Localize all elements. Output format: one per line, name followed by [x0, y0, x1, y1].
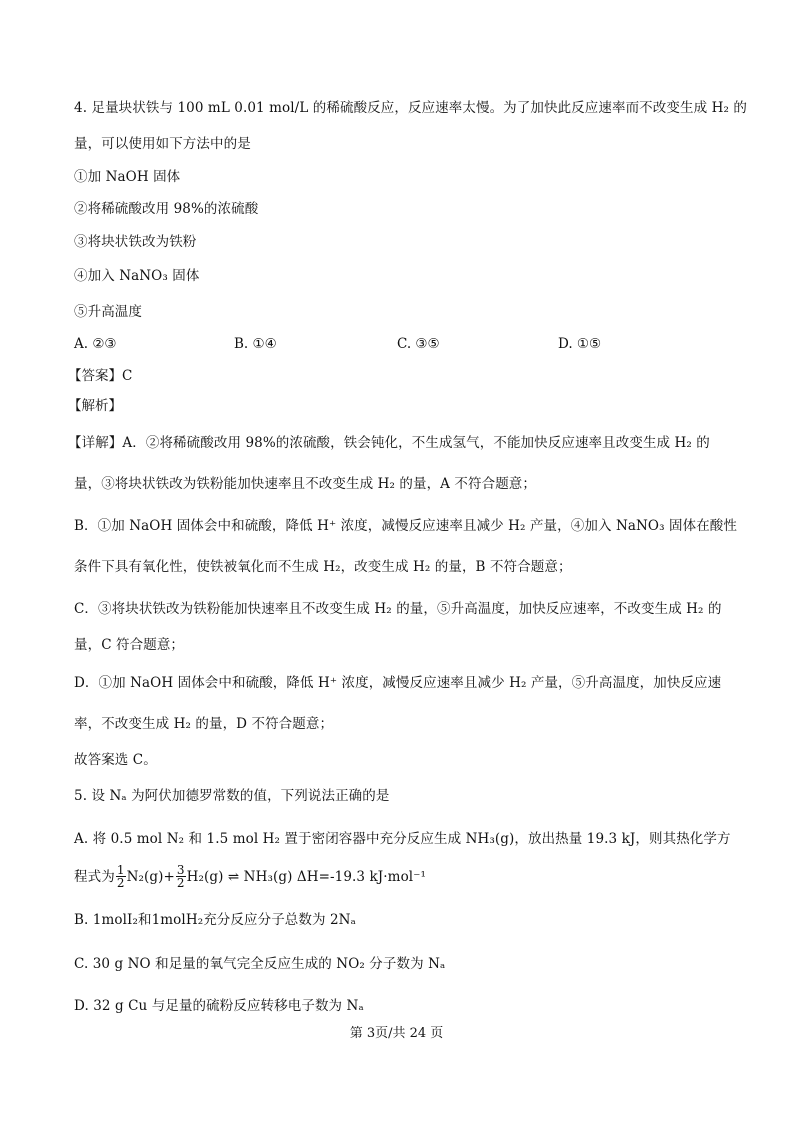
analysis-tag: 【解析】	[68, 398, 122, 414]
q4-item-3: ③将块状铁改为铁粉	[74, 234, 197, 250]
q5-option-b: B. 1molI₂和1molH₂充分反应分子总数为 2Nₐ	[74, 912, 356, 928]
equation-n2-term: N₂(g)+	[126, 868, 175, 885]
detail-conclusion: 故答案选 C。	[74, 752, 157, 768]
detail-b-line1: B．①加 NaOH 固体会中和硫酸，降低 H⁺ 浓度，减慢反应速率且减少 H₂ 产量，④加入 NaNO₃ 固体在酸性	[74, 518, 737, 534]
detail-a-line1: 【详解】A．②将稀硫酸改用 98%的浓硫酸，铁会钝化，不生成氢气，不能加快反应速率且改变生成 H₂ 的	[68, 435, 710, 451]
answer-tag: 【答案】C	[68, 368, 133, 384]
q5-option-a-line1: A. 将 0.5 mol N₂ 和 1.5 mol H₂ 置于密闭容器中充分反应生成 NH₃(g)，放出热量 19.3 kJ，则其热化学方	[74, 831, 731, 847]
q5-option-c: C. 30 g NO 和足量的氧气完全反应生成的 NO₂ 分子数为 Nₐ	[74, 956, 446, 972]
fraction-numerator: 1	[116, 863, 125, 877]
fraction-numerator: 3	[176, 863, 185, 877]
q5-option-a-equation	[74, 862, 724, 891]
page-footer: 第 3页/共 24 页	[349, 1026, 444, 1041]
equation-rest: H₂(g) ⇌ NH₃(g) ΔH=-19.3 kJ·mol⁻¹	[186, 868, 426, 885]
detail-d-line2: 率，不改变生成 H₂ 的量，D 不符合题意；	[74, 716, 334, 732]
q4-option-d: D. ①⑤	[558, 336, 602, 352]
q5-option-d: D. 32 g Cu 与足量的硫粉反应转移电子数为 Nₐ	[74, 998, 364, 1014]
q5-stem: 5. 设 Nₐ 为阿伏加德罗常数的值，下列说法正确的是	[74, 788, 390, 804]
detail-d-line1: D．①加 NaOH 固体会中和硫酸，降低 H⁺ 浓度，减慢反应速率且减少 H₂ 产量，⑤升高温度，加快反应速	[74, 675, 722, 691]
detail-c-line2: 量，C 符合题意；	[74, 637, 185, 653]
q4-option-a: A. ②③	[74, 336, 117, 352]
q4-item-1: ①加 NaOH 固体	[74, 169, 181, 185]
q4-option-c: C. ③⑤	[397, 336, 440, 352]
fraction-one-half	[116, 864, 126, 889]
detail-b-line2: 条件下具有氧化性，使铁被氧化而不生成 H₂，改变生成 H₂ 的量，B 不符合题意；	[74, 559, 572, 575]
fraction-three-halves	[176, 864, 186, 889]
fraction-denominator: 2	[176, 876, 185, 890]
q4-option-b: B. ①④	[234, 336, 277, 352]
q4-item-4: ④加入 NaNO₃ 固体	[74, 268, 200, 284]
detail-a-line2: 量，③将块状铁改为铁粉能加快速率且不改变生成 H₂ 的量，A 不符合题意；	[74, 476, 537, 492]
q4-stem-line1: 4. 足量块状铁与 100 mL 0.01 mol/L 的稀硫酸反应，反应速率太慢。为了加快此反应速率而不改变生成 H₂ 的	[74, 100, 747, 116]
fraction-denominator: 2	[116, 876, 125, 890]
detail-c-line1: C．③将块状铁改为铁粉能加快速率且不改变生成 H₂ 的量，⑤升高温度，加快反应速率，不改变生成 H₂ 的	[74, 601, 722, 617]
q4-stem-line2: 量，可以使用如下方法中的是	[74, 136, 251, 152]
q4-item-5: ⑤升高温度	[74, 304, 142, 320]
q4-item-2: ②将稀硫酸改用 98%的浓硫酸	[74, 201, 259, 217]
equation-prefix: 程式为	[74, 868, 115, 885]
